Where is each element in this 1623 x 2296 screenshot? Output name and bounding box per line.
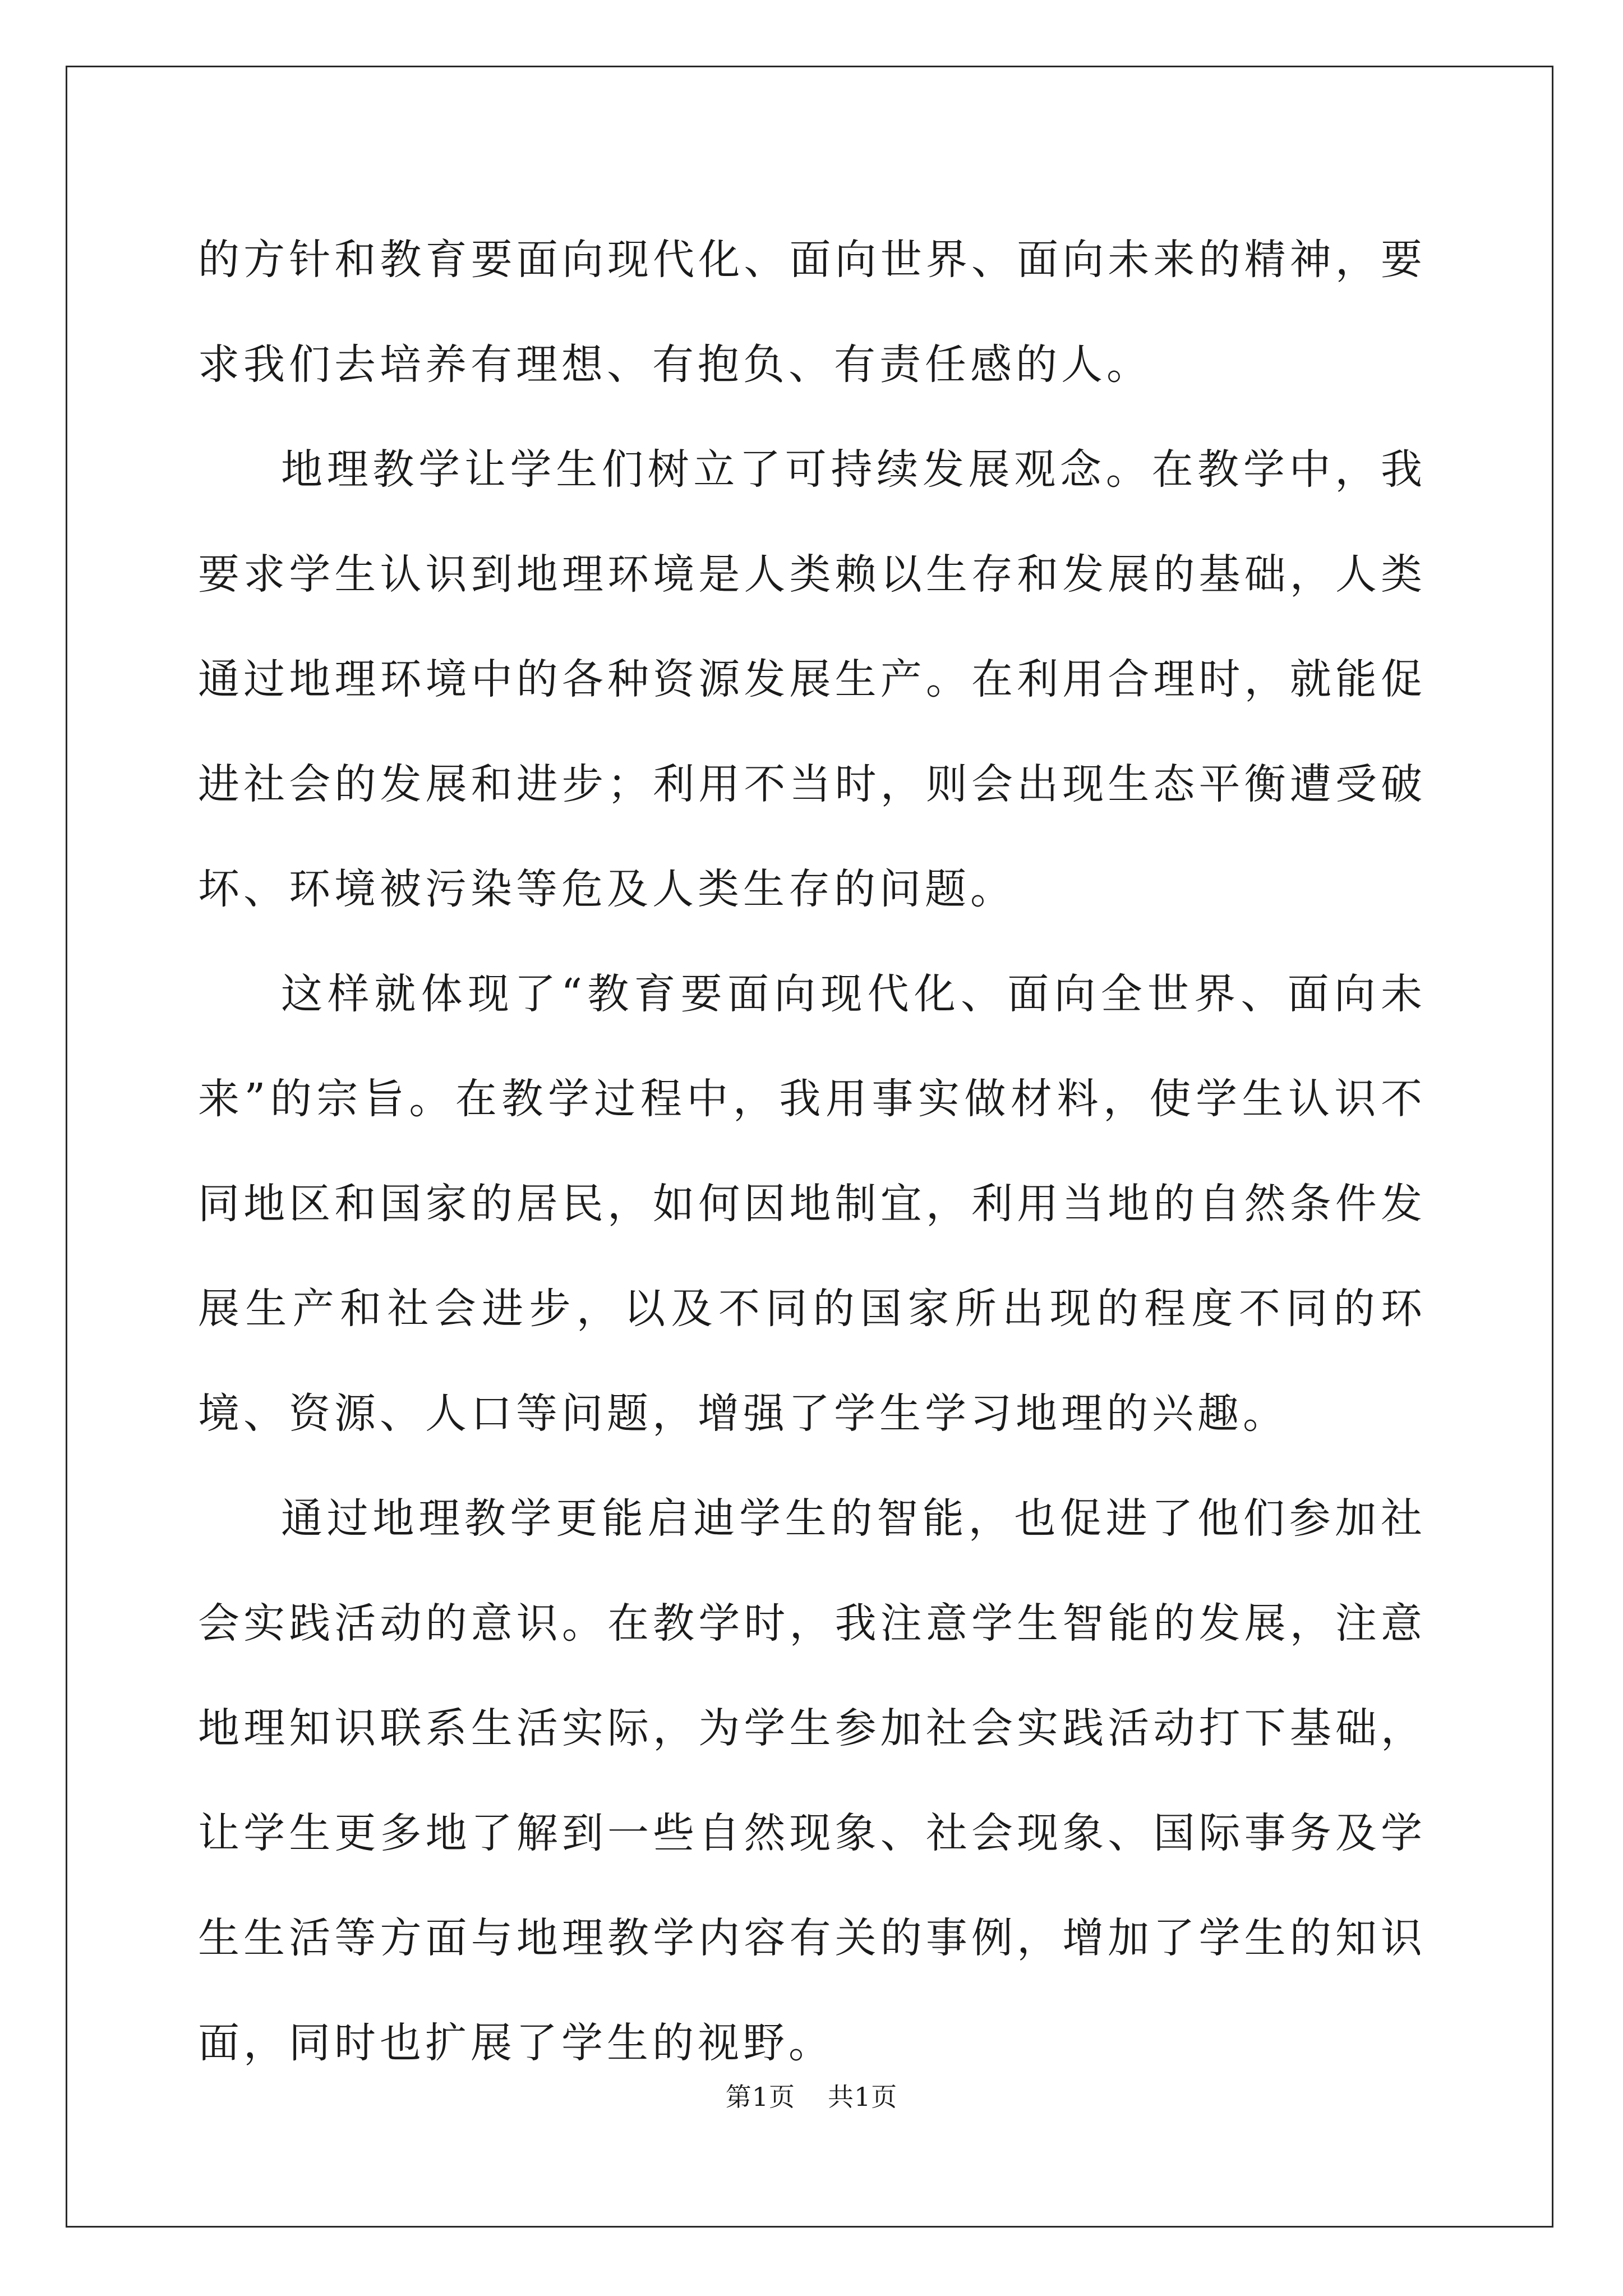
paragraph-2: 地理教学让学生们树立了可持续发展观念。在教学中，我要求学生认识到地理环境是人类赖以生存和发展的基础，人类通过地理环境中的各种资源发展生产。在利用合理时，就能促进社会的发展和进步；利用不当时，则会出现生态平衡遭受破坏、环境被污染等危及人类生存的问题。 <box>198 445 1426 913</box>
paragraph-4: 通过地理教学更能启迪学生的智能，也促进了他们参加社会实践活动的意识。在教学时，我注意学生智能的发展，注意地理知识联系生活实际，为学生参加社会实践活动打下基础，让学生更多地了解到一些自然现象、社会现象、国际事务及学生生活等方面与地理教学内容有关的事例，增加了学生的知识面，同时也扩展了学生的视野。 <box>198 1494 1426 2067</box>
page-number: 第1页 <box>725 2082 795 2112</box>
paragraph-1: 的方针和教育要面向现代化、面向世界、面向未来的精神，要求我们去培养有理想、有抱负、有责任感的人。 <box>198 236 1426 389</box>
page-total: 共1页 <box>828 2082 898 2112</box>
document-body <box>198 208 1426 2096</box>
paragraph-3: 这样就体现了“教育要面向现代化、面向全世界、面向未来”的宗旨。在教学过程中，我用事实做材料，使学生认识不同地区和国家的居民，如何因地制宜，利用当地的自然条件发展生产和社会进步，以及不同的国家所出现的程度不同的环境、资源、人口等问题，增强了学生学习地理的兴趣。 <box>198 970 1426 1438</box>
page-footer <box>0 2080 1623 2114</box>
